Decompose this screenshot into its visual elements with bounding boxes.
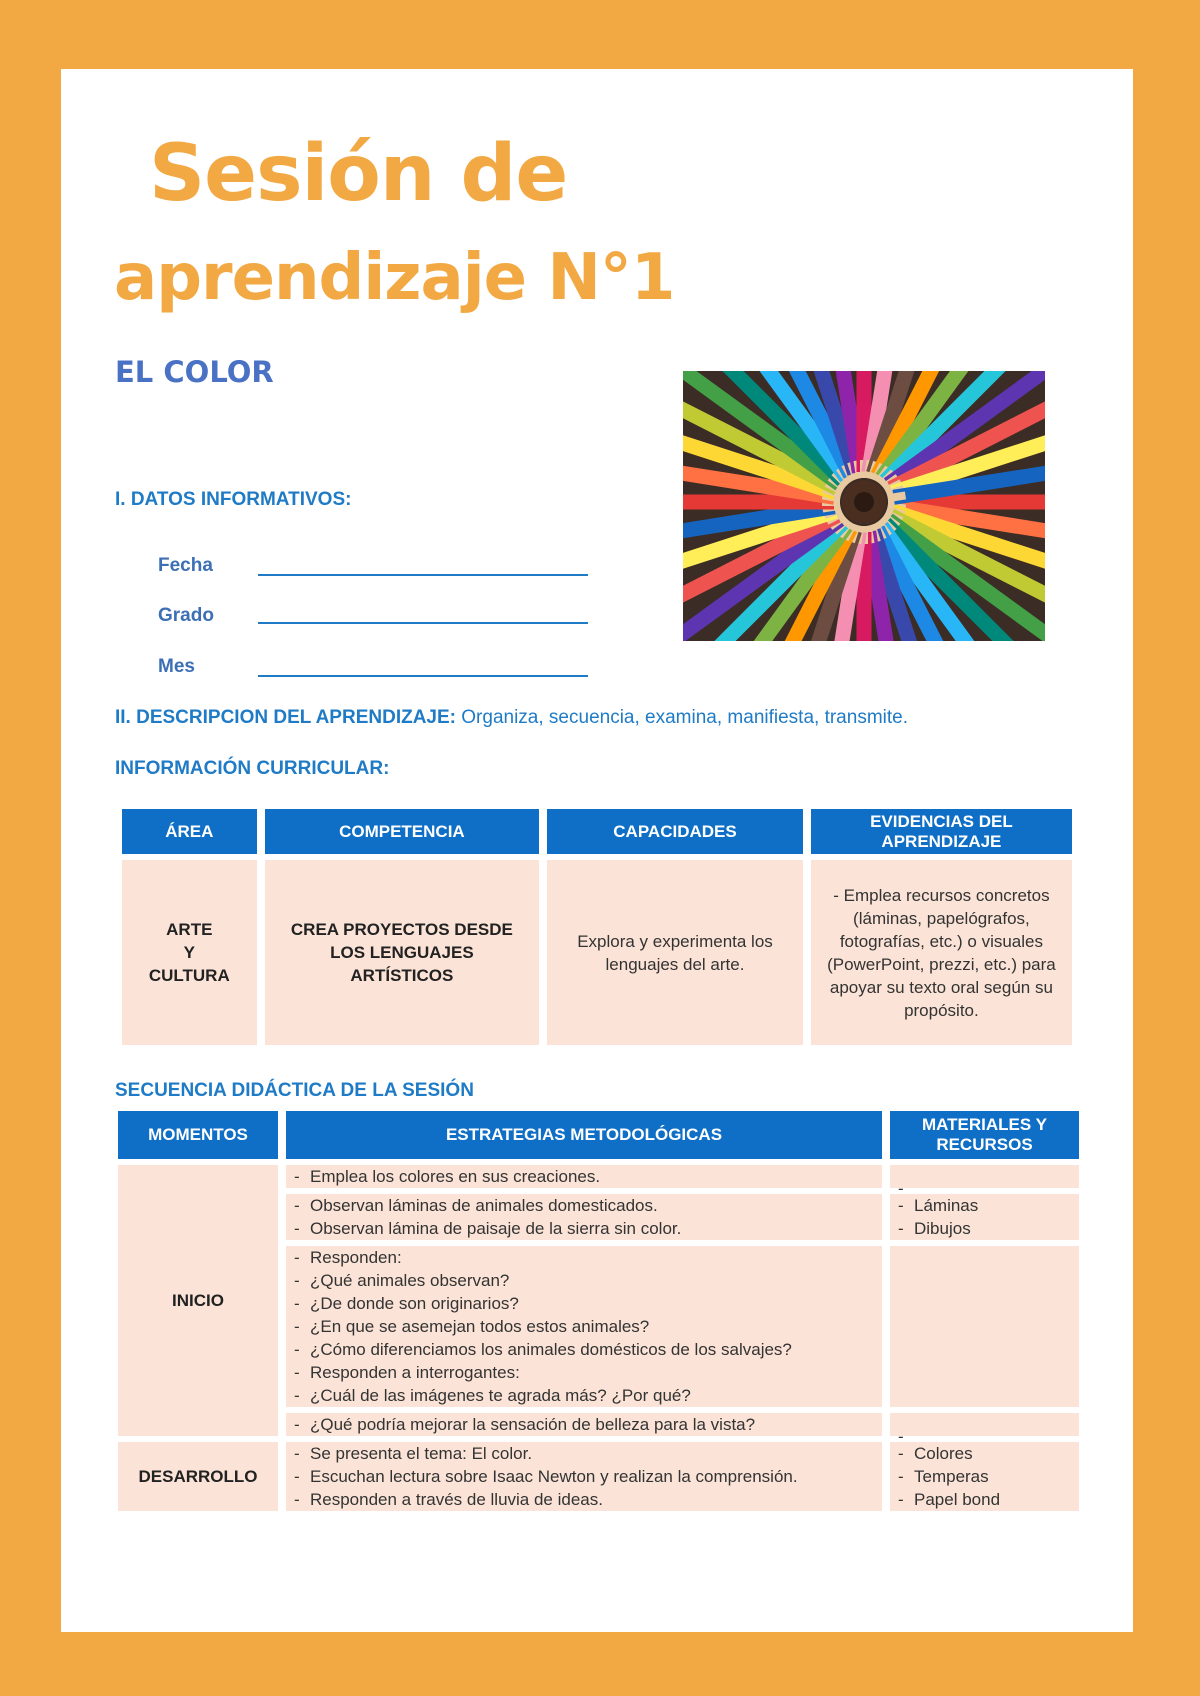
curricular-table xyxy=(114,803,1080,1051)
material-item: - Láminas xyxy=(898,1194,1071,1217)
materials-cell xyxy=(890,1246,1079,1407)
mes-line xyxy=(258,675,588,677)
material-item: - Dibujos xyxy=(898,1217,1071,1240)
curricular-header-row xyxy=(122,809,1072,854)
strategies-cell xyxy=(286,1246,882,1407)
strategy-item: - ¿Cómo diferenciamos los animales domésticos de los salvajes? xyxy=(294,1338,874,1361)
materials-cell xyxy=(890,1413,1079,1436)
area-line: CULTURA xyxy=(148,966,230,985)
pencil-tip xyxy=(888,495,906,498)
strategy-item: - Observan láminas de animales domesticados. xyxy=(294,1194,874,1217)
descripcion-line xyxy=(115,707,908,729)
mes-label: Mes xyxy=(158,656,195,677)
strategy-item: - Se presenta el tema: El color. xyxy=(294,1442,874,1465)
strategy-item: - ¿Cuál de las imágenes te agrada más? ¿Por qué? xyxy=(294,1384,874,1407)
strategy-item: - ¿De donde son originarios? xyxy=(294,1292,874,1315)
strategy-item: - ¿En que se asemejan todos estos animales? xyxy=(294,1315,874,1338)
area-cell xyxy=(122,860,257,1045)
strategy-item: - ¿Qué animales observan? xyxy=(294,1269,874,1292)
curricular-heading: INFORMACIÓN CURRICULAR: xyxy=(115,758,390,779)
strategy-item: - Escuchan lectura sobre Isaac Newton y realizan la comprensión. xyxy=(294,1465,874,1488)
strategy-item: - Emplea los colores en sus creaciones. xyxy=(294,1165,874,1188)
secuencia-heading: SECUENCIA DIDÁCTICA DE LA SESIÓN xyxy=(115,1080,474,1101)
materials-cell xyxy=(890,1442,1079,1511)
materials-cell xyxy=(890,1194,1079,1240)
fecha-label: Fecha xyxy=(158,555,213,576)
header-estrategias: ESTRATEGIAS METODOLÓGICAS xyxy=(286,1111,882,1159)
inicio-cell: INICIO xyxy=(118,1165,278,1436)
strategies-cell xyxy=(286,1165,882,1188)
strategies-cell xyxy=(286,1194,882,1240)
title-line-1: Sesión de xyxy=(149,129,568,219)
desarrollo-cell: DESARROLLO xyxy=(118,1442,278,1511)
datos-heading: I. DATOS INFORMATIVOS: xyxy=(115,489,352,510)
materials-cell xyxy=(890,1165,1079,1188)
strategy-item: - Responden a interrogantes: xyxy=(294,1361,874,1384)
secuencia-row xyxy=(118,1165,1079,1188)
fecha-line xyxy=(258,574,588,576)
colored-pencils-photo xyxy=(683,371,1045,641)
secuencia-table xyxy=(110,1105,1087,1517)
header-area: ÁREA xyxy=(122,809,257,854)
strategy-item: - Observan lámina de paisaje de la sierra sin color. xyxy=(294,1217,874,1240)
descripcion-label: II. DESCRIPCION DEL APRENDIZAJE: xyxy=(115,707,456,728)
header-competencia: COMPETENCIA xyxy=(265,809,540,854)
header-evidencias: EVIDENCIAS DEL APRENDIZAJE xyxy=(811,809,1072,854)
secuencia-header-row xyxy=(118,1111,1079,1159)
evidencias-text: Emplea recursos concretos (láminas, papelógrafos, fotografías, etc.) o visuales (PowerPoint, prezzi, etc.) para apoyar su texto oral según su propósito. xyxy=(827,885,1056,1020)
document-page xyxy=(61,69,1133,1632)
curricular-row xyxy=(122,860,1072,1045)
area-line: ARTE xyxy=(166,920,213,939)
grado-line xyxy=(258,622,588,624)
secuencia-row xyxy=(118,1442,1079,1511)
strategy-item: - Responden a través de lluvia de ideas. xyxy=(294,1488,874,1511)
header-momentos: MOMENTOS xyxy=(118,1111,278,1159)
material-item: - Colores xyxy=(898,1442,1071,1465)
header-capacidades: CAPACIDADES xyxy=(547,809,803,854)
header-materiales: MATERIALES Y RECURSOS xyxy=(890,1111,1079,1159)
descripcion-text: Organiza, secuencia, examina, manifiesta, transmite. xyxy=(461,707,908,728)
evidencias-cell: - Emplea recursos concretos (láminas, papelógrafos, fotografías, etc.) o visuales (PowerPoint, prezzi, etc.) para apoyar su texto oral según su propósito. xyxy=(811,860,1072,1045)
pencils-illustration xyxy=(683,371,1045,641)
strategies-cell xyxy=(286,1413,882,1436)
strategy-item: - ¿Qué podría mejorar la sensación de belleza para la vista? xyxy=(294,1413,874,1436)
topic-title: EL COLOR xyxy=(115,355,274,389)
material-item: - Papel bond xyxy=(898,1488,1071,1511)
material-item: - Temperas xyxy=(898,1465,1071,1488)
strategy-item: - Responden: xyxy=(294,1246,874,1269)
capacidades-cell: Explora y experimenta los lenguajes del arte. xyxy=(547,860,803,1045)
strategies-cell xyxy=(286,1442,882,1511)
area-line: Y xyxy=(183,943,195,962)
grado-label: Grado xyxy=(158,605,214,626)
competencia-cell: CREA PROYECTOS DESDE LOS LENGUAJES ARTÍSTICOS xyxy=(265,860,540,1045)
title-line-2: aprendizaje N°1 xyxy=(114,241,675,315)
